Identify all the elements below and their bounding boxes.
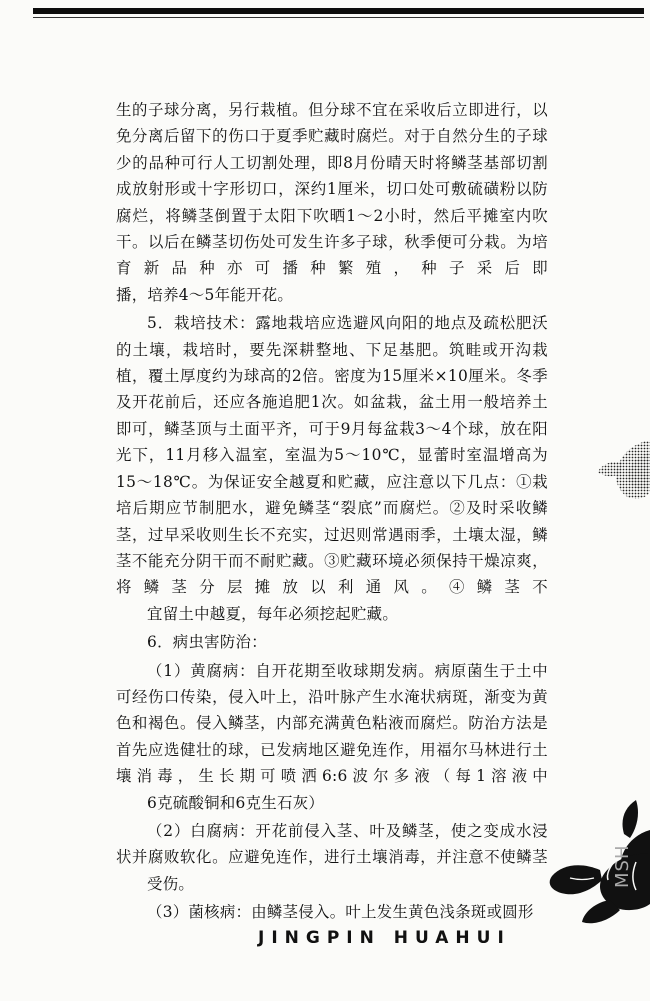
- paragraph-white-rot: [116, 818, 548, 897]
- section-heading-pests: [116, 629, 548, 655]
- section-heading-pests-line: 6．病虫害防治：: [147, 633, 267, 652]
- paragraph-cultivation-last-line: 宜留土中越夏，每年必须挖起贮藏。: [147, 604, 399, 623]
- paragraph-1-last-line: 播，培养4～5年能开花。: [116, 285, 294, 304]
- paragraph-yellow-rot-last-line: 6克硫酸铜和6克生石灰）: [147, 793, 325, 812]
- paragraph-cultivation: [116, 310, 548, 627]
- page-body: [116, 97, 548, 926]
- paragraph-white-rot-last-line: 受伤。: [147, 874, 195, 893]
- paragraph-cultivation-text: 5．栽培技术：露地栽培应选避风向阳的地点及疏松肥沃的土壤，栽培时，要先深耕整地、下足基肥。筑畦或开沟栽植，覆土厚度约为球高的2倍。密度为15厘米×10厘米。冬季及开花前后，还应各施追肥1次。如盆栽，盆土用一般培养土即可，鳞茎顶与土面平齐，可于9月每盆栽3～4个球，放在阳光下，11月移入温室，室温为5～10℃，显蕾时室温增高为15～18℃。为保证安全越夏和贮藏，应注意以下几点：①栽培后期应节制肥水，避免鳞茎“裂底”而腐烂。②及时采收鳞茎，过早采收则生长不充实，过迟则常遇雨季，土壤太湿，鳞茎不能充分阴干而不耐贮藏。③贮藏环境必须保持干燥凉爽，将鳞茎分层摊放以利通风。④鳞茎不: [116, 314, 548, 597]
- watermark: MSH: [612, 844, 633, 888]
- paragraph-sclerotinia: [116, 899, 548, 925]
- paragraph-1: [116, 97, 548, 308]
- header-rule: [33, 8, 644, 14]
- halftone-flower-ornament-icon: [592, 432, 650, 502]
- paragraph-yellow-rot-text: （1）黄腐病：自开花期至收球期发病。病原菌生于土中可经伤口传染，侵入叶上，沿叶脉产生水淹状病斑，渐变为黄色和褐色。侵入鳞茎，内部充满黄色粘液而腐烂。防治方法是首先应选健壮的球，已发病地区避免连作，用福尔马林进行土壤消毒，生长期可喷洒6:6波尔多液（每1溶液中: [116, 661, 548, 786]
- paragraph-sclerotinia-line: （3）菌核病：由鳞茎侵入。叶上发生黄色浅条斑或圆形: [147, 903, 534, 922]
- lotus-flower-ornament-icon: [540, 800, 650, 930]
- paragraph-yellow-rot: [116, 658, 548, 816]
- paragraph-white-rot-text: （2）白腐病：开花前侵入茎、叶及鳞茎，使之变成水浸状并腐败软化。应避免连作，进行土壤消毒，并注意不使鳞茎: [116, 821, 548, 867]
- paragraph-1-text: 生的子球分离，另行栽植。但分球不宜在采收后立即进行，以免分离后留下的伤口于夏季贮藏时腐烂。对于自然分生的子球少的品种可行人工切割处理，即8月份晴天时将鳞茎基部切割成放射形或十字形切口，深约1厘米，切口处可敷硫磺粉以防腐烂，将鳞茎倒置于太阳下吹晒1～2小时，然后平摊室内吹干。以后在鳞茎切伤处可发生许多子球，秋季便可分栽。为培育新品种亦可播种繁殖，种子采后即: [116, 101, 548, 278]
- running-footer-title: JINGPIN HUAHUI: [258, 928, 511, 948]
